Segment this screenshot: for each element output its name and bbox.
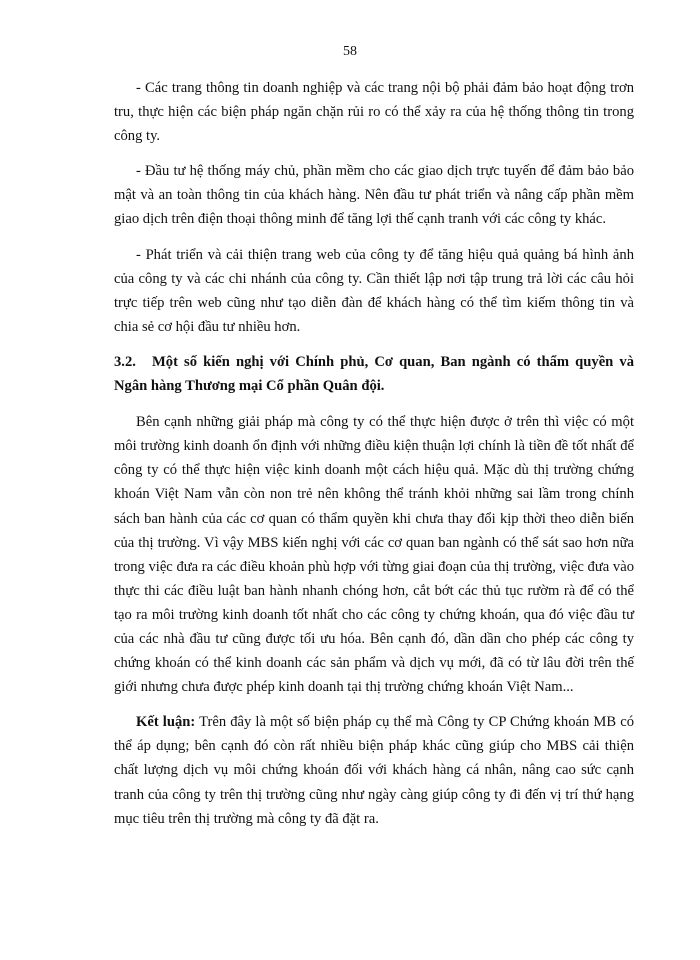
body-paragraph: Bên cạnh những giải pháp mà công ty có thể thực hiện được ở trên thì việc có một môi trường kinh doanh ổn định với những điều kiện thuận lợi chính là tiền đề tốt nhất để công ty có thể thực hiện việc kinh doanh một cách hiệu quả. Mặc dù thị trường chứng khoán Việt Nam vẫn còn non trẻ nên không thể tránh khỏi những sai lầm trong chính sách ban hành của các cơ quan có thẩm quyền khi chưa thay đổi kịp thời theo diễn biến của thị trường. Vì vậy MBS kiến nghị với các cơ quan ban ngành có thể sát sao hơn nữa trong việc đưa ra các điều khoản phù hợp với từng giai đoạn của thị trường, việc đưa vào thực thi các điều luật ban hành nhanh chóng hơn, cắt bớt các thủ tục rườm rà để có thể tạo ra môi trường kinh doanh tốt nhất cho các công ty chứng khoán, qua đó việc đầu tư của các nhà đầu tư cũng được tối ưu hóa. Bên cạnh đó, dần dần cho phép các công ty chứng khoán có thể kinh doanh các sản phẩm và dịch vụ mới, đã có từ lâu đời trên thế giới nhưng chưa được phép kinh doanh tại thị trường chứng khoán Việt Nam... (114, 414, 634, 696)
conclusion-label: Kết luận: (136, 714, 196, 731)
conclusion-paragraph (114, 710, 634, 830)
conclusion-text: Trên đây là một số biện pháp cụ thể mà Công ty CP Chứng khoán MB có thể áp dụng; bên cạnh đó còn rất nhiều biện pháp khác cũng giúp cho MBS cải thiện chất lượng dịch vụ môi chứng khoán đối với khách hàng cá nhân, nâng cao sức cạnh tranh của công ty trên thị trường cũng như ngày càng giúp công ty đi đến vị trí thứ hạng mục tiêu trên thị trường mà công ty đã đặt ra. (114, 714, 634, 827)
document-body (114, 76, 634, 842)
bullet-paragraph: - Các trang thông tin doanh nghiệp và các trang nội bộ phải đảm bảo hoạt động trơn tru, thực hiện các biện pháp ngăn chặn rủi ro có thể xảy ra của hệ thống thông tin trong công ty. (114, 80, 634, 145)
bullet-paragraph: - Đầu tư hệ thống máy chủ, phần mềm cho các giao dịch trực tuyến để đảm bảo bảo mật và an toàn thông tin của khách hàng. Nên đầu tư phát triển và nâng cấp phần mềm giao dịch trên điện thoại thông minh để tăng lợi thế cạnh tranh với các công ty khác. (114, 163, 634, 228)
section-title: Một số kiến nghị với Chính phủ, Cơ quan, Ban ngành có thẩm quyền và Ngân hàng Thương mại Cổ phần Quân đội. (114, 353, 634, 395)
page-number: 58 (343, 44, 357, 59)
bullet-paragraph: - Phát triển và cải thiện trang web của công ty để tăng hiệu quả quảng bá hình ảnh của công ty và các chi nhánh của công ty. Cần thiết lập nơi tập trung trả lời các câu hỏi trực tiếp trên web cũng như tạo diễn đàn để khách hàng có thể tìm kiếm thông tin và chia sẻ cơ hội đầu tư nhiều hơn. (114, 246, 634, 335)
section-number: 3.2. (114, 353, 136, 370)
section-heading (114, 350, 634, 398)
